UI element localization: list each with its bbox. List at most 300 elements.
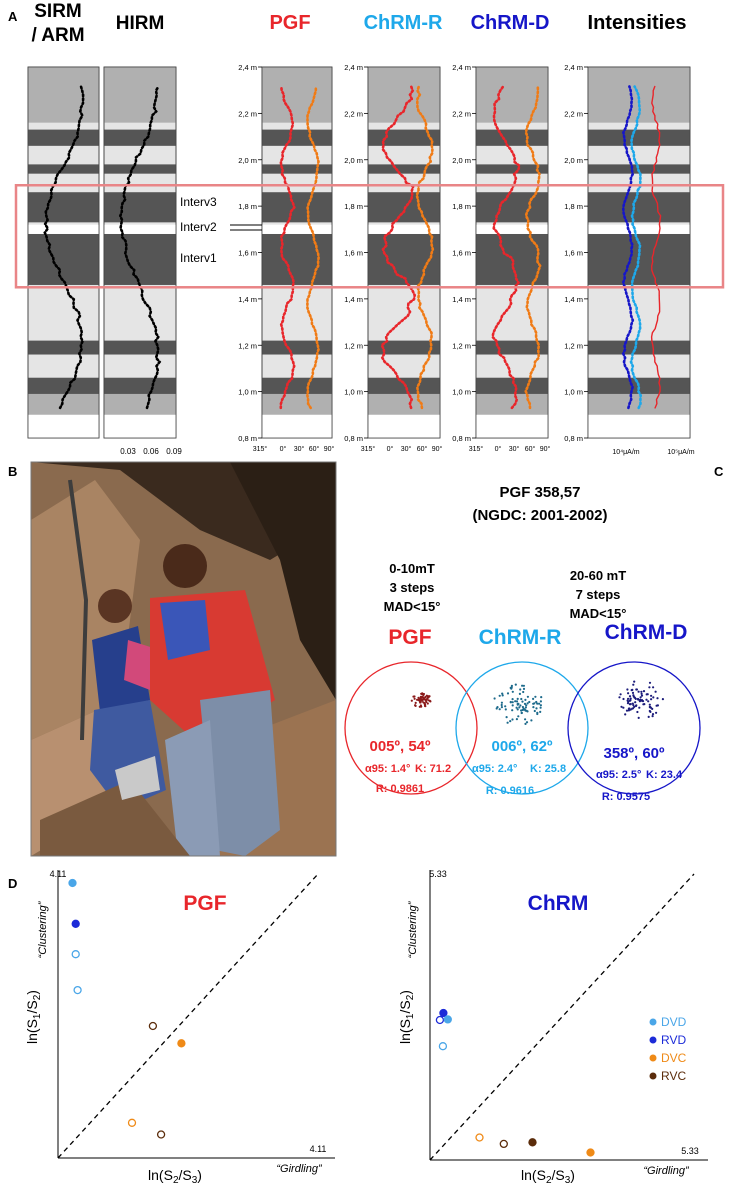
dotsCR-point [534,710,536,712]
chart-pgf-points [69,880,185,1139]
chrm-d-tick-60: 60° [524,446,536,453]
point-rvc-open [158,1131,165,1138]
chrm-r-dark-band [368,164,440,173]
point-dvd-filled [444,1016,451,1023]
dotsCD-point [633,695,635,697]
intensity-dark-band [588,130,690,146]
dotsCD-point [620,706,622,708]
chart-chrm [397,869,708,1186]
dotsCD-point [652,715,654,717]
hirm-dark-band [104,130,176,146]
dotsCR-point [540,700,542,702]
point-dvd-open [439,1043,446,1050]
panel-label-a: A [8,9,18,24]
pgf-tick-0: 0° [279,446,287,453]
dotsCD-point [627,701,629,703]
sirm-dark-band [28,192,99,222]
chrm-d-direction: 358º, 60º [603,745,665,762]
pgf-direction: 005º, 54º [369,738,431,755]
sirm-dark-band [28,378,99,394]
intensity-depth-label: 0,8 m [564,434,583,443]
dotsPGF-point [419,706,421,708]
sirm-column [28,67,99,438]
chrm-d-depth-label: 2,0 m [452,155,471,165]
log-columns [28,63,690,443]
dotsCD-point [643,690,645,692]
chrm-r-depth-label: 0,8 m [344,434,363,443]
dotsPGF-point [414,698,416,700]
hirm-tick-006: 0.06 [143,447,159,456]
dotsCD-point [650,695,652,697]
dotsCR-point [496,706,498,708]
pgf-tick-315: 315° [252,446,268,453]
dotsCD-point [631,689,633,691]
interval-label-1: Interv1 [180,251,217,265]
chrm-d-depth-label: 1,4 m [452,294,471,304]
pgf-depth-label: 1,2 m [238,341,257,351]
pgf-depth-label: 2,2 m [238,109,257,119]
hirm-dark-band [104,378,176,394]
pgf-step-line2: 3 steps [389,580,435,595]
chrm-d-depth-label: 1,8 m [452,202,471,212]
dotsPGF-point [415,702,417,704]
pgf-depth-label: 1,8 m [238,202,257,212]
dotsCR-point [540,704,542,706]
dotsCR-point [524,723,526,725]
pgf-step-line1: 0-10mT [389,561,435,576]
dotsCR-point [509,720,511,722]
point-dvd-filled [69,880,76,887]
stereonet-main-title: PGF 358,57 [499,484,581,501]
intensity-dark-band [588,341,690,355]
chart-chrm-x-label: $\ln(S_2/S_3)$ [521,1167,575,1186]
dotsCD-point [649,704,651,706]
chrm-step-line1: 20-60 mT [569,568,627,583]
dotsCR-point [501,704,503,706]
sirm-mid-band [28,67,99,123]
point-dvc-open [476,1134,483,1141]
dotsCR-point [517,698,519,700]
stereonet-chrm-d-title: ChRM-D [604,621,688,644]
dotsCD-point [627,698,629,700]
sirm-dark-band [28,234,99,285]
pgf-alpha95: α95: 1.4° [365,763,411,775]
dotsCD-point [649,710,651,712]
dotsCR-point [507,692,509,694]
dotsCD-point [622,698,624,700]
hirm-mid-band [104,394,176,415]
dotsCD-point [640,696,642,698]
pgf-mid-band [262,67,332,123]
chrm-r-angle-ticks [361,445,443,453]
dotsCR-point [514,700,516,702]
dotsCR-point [499,695,501,697]
dotsCR-point [520,698,522,700]
pgf-dark-band [262,341,332,355]
dotsCD-point [652,686,654,688]
sirm-title-line1: SIRM [34,1,82,22]
hirm-base [104,415,176,438]
dotsPGF-point [424,703,426,705]
dotsCR-point [517,703,519,705]
dotsCR-point [512,701,514,703]
dotsCR-point [505,708,507,710]
dotsCR-point [533,702,535,704]
chrm-d-dark-band [476,378,548,394]
dotsCR-point [524,718,526,720]
dotsCR-point [506,716,508,718]
dotsCR-point [522,691,524,693]
dotsCD-point [655,712,657,714]
chrm-r-dark-band [368,378,440,394]
dotsCR-point [526,710,528,712]
dotsCD-point [637,698,639,700]
dotsCR-point [519,704,521,706]
dotsCD-point [636,688,638,690]
intensity-depth-label: 2,4 m [564,63,583,72]
dotsCR-point [539,711,541,713]
dotsCD-point [635,698,637,700]
chrm-r-depth-label: 1,4 m [344,294,363,304]
chrm-d-depth-label: 1,2 m [452,341,471,351]
chrm-r-title: ChRM-R [363,12,443,34]
chrm-d-depth-label: 0,8 m [452,434,471,443]
chart-chrm-x-annotation: “Girdling” [643,1165,689,1177]
dotsCD-point [646,693,648,695]
dotsCD-point [662,698,664,700]
dotsCR-point [518,706,520,708]
dotsCD-point [622,707,624,709]
dotsCR-point [535,707,537,709]
dotsCD-point [632,684,634,686]
panel-d [8,869,708,1186]
dotsCD-point [648,716,650,718]
chrm-r-r: R: 0.9616 [485,785,535,797]
legend-label-dvc: DVC [661,1051,687,1065]
panel-label-b: B [8,464,18,479]
dotsCR-point [517,708,519,710]
pgf-depth-label: 1,6 m [238,248,257,258]
dotsCR-point [510,687,512,689]
hirm-tick-003: 0.03 [120,447,136,456]
chrm-r-mid-band [368,394,440,415]
intensity-tick-1e4: 10⁴μA/m [612,449,640,456]
legend-label-rvd: RVD [661,1033,687,1047]
intensity-depth-label: 1,4 m [564,294,583,304]
chrm-d-depth-label: 2,4 m [452,63,471,72]
chrm-d-tick-90: 90° [539,446,551,453]
dotsCR-point [540,696,542,698]
dotsCR-point [520,709,522,711]
dotsCR-point [511,685,513,687]
chrm-r-base [368,415,440,438]
chrm-d-depth-label: 1,0 m [452,387,471,397]
dotsPGF-point [428,696,430,698]
pgf-dark-band [262,192,332,222]
chrm-d-depth-label: 2,2 m [452,109,471,119]
chrm-r-depth-label: 1,6 m [344,248,363,258]
hirm-title: HIRM [115,13,165,34]
point-rvc-open [149,1023,156,1030]
dotsCR-point [519,688,521,690]
dotsCR-point [538,703,540,705]
dotsCD-point [624,713,626,715]
panel-b-c [8,462,724,856]
chrm-r-depth-label: 2,2 m [344,109,363,119]
dotsCR-point [527,696,529,698]
dotsCD-point [627,692,629,694]
dotsPGF-point [421,692,423,694]
dotsCR-point [512,691,514,693]
pgf-depth-label: 1,0 m [238,387,257,397]
intensity-depth-label: 1,8 m [564,202,583,212]
dotsCD-point [647,700,649,702]
chrm-r-depth-label: 1,8 m [344,202,363,212]
hirm-mid-band [104,67,176,123]
chart-chrm-y-label: $\ln(S_1/S_2)$ [397,990,416,1044]
chrm-r-k: K: 25.8 [530,763,567,775]
pgf-depth-label: 0,8 m [238,434,257,443]
stereonet-pgf-dots [411,692,432,708]
dotsCD-point [642,700,644,702]
dotsPGF-point [419,698,421,700]
legend-marker-rvc [650,1073,657,1080]
sirm-title-line2: / ARM [31,25,85,46]
dotsCR-point [526,721,528,723]
chrm-d-mid-band [476,394,548,415]
dotsCD-point [649,682,651,684]
point-rvc-open [500,1140,507,1147]
legend-marker-dvd [650,1019,657,1026]
dotsCD-point [648,686,650,688]
chrm-r-tick-0: 0° [386,446,394,453]
point-dvd-open [72,951,79,958]
dotsCR-point [504,705,506,707]
chart-chrm-title: ChRM [527,892,589,915]
pgf-white-band [262,225,332,234]
chrm-r-depth-label: 1,0 m [344,387,363,397]
hirm-tick-009: 0.09 [166,447,182,456]
chart-chrm-legend [650,1015,687,1083]
dotsCD-point [632,707,634,709]
chrm-r-mid-band [368,67,440,123]
chart-pgf-y-annotation: “Clustering” [37,901,49,959]
dotsCD-point [628,708,630,710]
chrm-d-r: R: 0.9575 [601,791,651,803]
dotsCR-point [522,706,524,708]
dotsCR-point [511,698,513,700]
chrm-d-dark-band [476,130,548,146]
chrm-d-tick-0: 0° [494,446,502,453]
chrm-d-column [452,63,548,443]
dotsCR-point [530,719,532,721]
pgf-tick-90: 90° [323,446,335,453]
sirm-dark-band [28,341,99,355]
dotsPGF-point [424,698,426,700]
field-photo [31,462,336,856]
panel-a [8,1,723,456]
legend-marker-rvd [650,1037,657,1044]
interval-label-3: Interv3 [180,195,217,209]
chart-chrm-x-max: 5.33 [681,1146,699,1156]
dotsCD-point [633,681,635,683]
panel-label-c: C [714,464,724,479]
dotsCD-point [639,699,641,701]
pgf-angle-ticks [253,445,335,453]
stereonet-main-subtitle: (NGDC: 2001-2002) [472,507,608,524]
dotsCR-point [521,685,523,687]
dotsCR-point [517,715,519,717]
intensity-tick-1e5: 10⁵μA/m [667,449,695,456]
dotsCD-point [626,710,628,712]
pgf-depth-label: 2,4 m [238,63,257,72]
dotsCD-point [657,704,659,706]
dotsCR-point [532,698,534,700]
pgf-dark-band [262,130,332,146]
dotsCR-point [524,703,526,705]
dotsCD-point [649,706,651,708]
point-rvd-filled [440,1010,447,1017]
dotsCD-point [618,696,620,698]
dotsPGF-point [429,700,431,702]
chart-pgf [24,869,335,1186]
chrm-d-title: ChRM-D [470,12,550,34]
dotsCD-point [640,691,642,693]
chrm-r-tick-60: 60° [416,446,428,453]
chrm-r-tick-30: 30° [400,446,412,453]
dotsCR-point [532,706,534,708]
stereonet-chrm-r-dots [494,684,543,726]
pgf-dark-band [262,378,332,394]
dotsCR-point [534,696,536,698]
dotsCD-point [629,695,631,697]
dotsCR-point [524,699,526,701]
chrm-d-tick-30: 30° [508,446,520,453]
pgf-tick-30: 30° [293,446,305,453]
interval-label-2: Interv2 [180,220,217,234]
dotsCD-point [629,700,631,702]
sirm-dark-band [28,130,99,146]
dotsCD-point [641,693,643,695]
point-dvc-filled [178,1040,185,1047]
stereonet-chrm-d-dots [618,681,664,720]
dotsCD-point [635,705,637,707]
intensity-white-band [588,225,690,234]
dotsCR-point [511,718,513,720]
hirm-dark-band [104,341,176,355]
intensity-depth-label: 1,2 m [564,341,583,351]
chrm-r-depth-label: 2,0 m [344,155,363,165]
intensity-depth-label: 1,0 m [564,387,583,397]
chrm-step-line2: 7 steps [575,587,621,602]
dotsCR-point [507,722,509,724]
chrm-r-alpha95: α95: 2.4° [472,763,518,775]
chart-pgf-y-max: 4.11 [49,869,67,879]
legend-label-dvd: DVD [661,1015,687,1029]
chrm-d-dark-band [476,192,548,222]
legend-marker-dvc [650,1055,657,1062]
dotsCR-point [510,701,512,703]
chart-chrm-y-annotation: “Clustering” [407,901,419,959]
chrm-r-tick-90: 90° [431,446,443,453]
hirm-column [104,67,176,438]
pgf-r: R: 0.9861 [375,783,425,795]
pgf-mid-band [262,394,332,415]
intensity-depth-label: 1,6 m [564,248,583,258]
pgf-dark-band [262,164,332,173]
pgf-depth-label: 2,0 m [238,155,257,165]
hirm-white-band [104,225,176,234]
dotsCR-point [501,706,503,708]
chrm-d-base [476,415,548,438]
dotsPGF-point [424,705,426,707]
dotsCR-point [494,697,496,699]
chart-pgf-title: PGF [183,892,227,915]
pgf-base [262,415,332,438]
dotsPGF-point [414,704,416,706]
intensity-depth-label: 2,2 m [564,109,583,119]
dotsCD-point [632,692,634,694]
dotsCD-point [620,693,622,695]
chart-chrm-y-max: 5.33 [429,869,447,879]
sirm-base [28,415,99,438]
dotsCR-point [502,694,504,696]
dotsCR-point [515,684,517,686]
panel-label-d: D [8,876,18,891]
dotsCR-point [499,708,501,710]
chart-pgf-y-label: $\ln(S_1/S_2)$ [24,990,43,1044]
intensity-base [588,415,690,438]
dotsCR-point [525,706,527,708]
dotsCR-point [521,712,523,714]
dotsPGF-point [426,695,428,697]
point-dvc-filled [587,1149,594,1156]
chrm-step-line3: MAD<15° [569,606,627,621]
dotsCD-point [642,703,644,705]
dotsCD-point [638,707,640,709]
dotsPGF-point [413,695,415,697]
chrm-d-tick-315: 315° [468,446,484,453]
point-rvc-filled [529,1139,536,1146]
point-rvd-filled [72,920,79,927]
dotsCD-point [650,698,652,700]
dotsCD-point [626,688,628,690]
dotsCD-point [636,711,638,713]
legend-label-rvc: RVC [661,1069,687,1083]
point-dvc-open [129,1119,136,1126]
dotsCR-point [511,709,513,711]
chart-chrm-reference-line [430,874,694,1160]
hirm-dark-band [104,234,176,285]
dotsPGF-point [420,701,422,703]
hirm-dark-band [104,192,176,222]
chrm-d-depth-label: 1,6 m [452,248,471,258]
chart-pgf-x-label: $\ln(S_2/S_3)$ [148,1167,202,1186]
chart-pgf-reference-line [58,874,318,1158]
hirm-dark-band [104,164,176,173]
dotsCD-point [632,704,634,706]
stereonet-pgf-title: PGF [388,626,432,649]
intensity-dark-band [588,192,690,222]
dotsCR-point [501,702,503,704]
dotsCD-point [630,698,632,700]
dotsCR-point [527,702,529,704]
stereonet-chrm-r-title: ChRM-R [478,626,562,649]
dotsCR-point [521,701,523,703]
dotsCD-point [645,699,647,701]
dotsCD-point [652,696,654,698]
pgf-step-line3: MAD<15° [383,599,441,614]
